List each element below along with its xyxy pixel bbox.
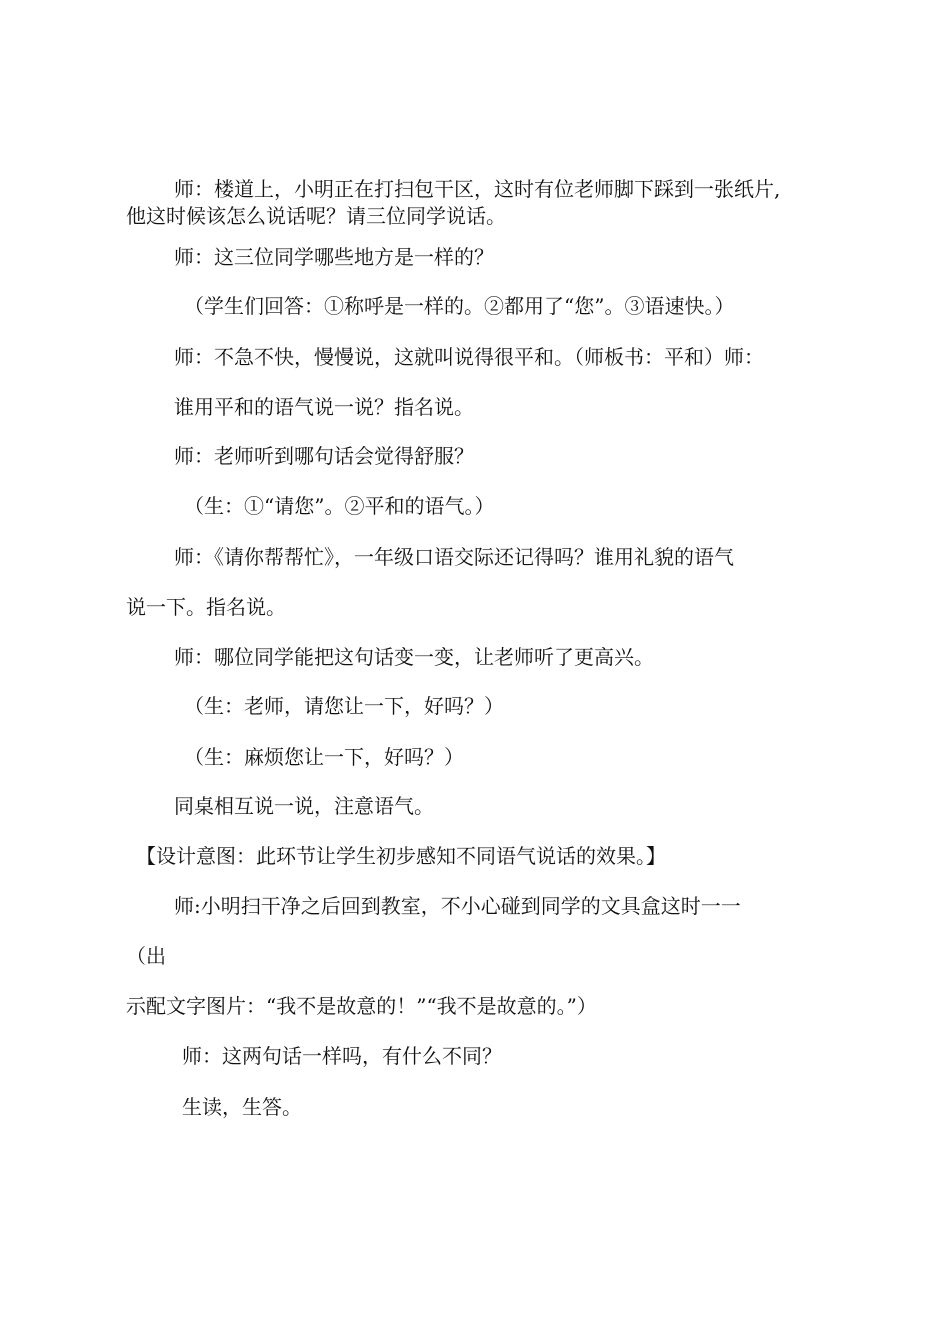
paragraph-17: 示配文字图片：“我不是故意的！”“我不是故意的。”） [126,994,597,1018]
paragraph-8: 师：《请你帮帮忙》，一年级口语交际还记得吗？谁用礼貌的语气 [174,545,734,569]
paragraph-5: 谁用平和的语气说一说？指名说。 [174,395,474,419]
paragraph-15: 师:小明扫干净之后回到教室，不小心碰到同学的文具盒这时一一 [174,894,741,918]
paragraph-1: 师：楼道上，小明正在打扫包干区，这时有位老师脚下踩到一张纸片,他这时候该怎么说话呢？请三位同学说话。 [126,177,781,228]
paragraph-12: （生：麻烦您让一下，好吗？） [184,745,464,769]
paragraph-18: 师：这两句话一样吗，有什么不同？ [182,1044,502,1068]
paragraph-14: 【设计意图：此环节让学生初步感知不同语气说话的效果。】 [136,844,666,868]
paragraph-13: 同桌相互说一说，注意语气。 [174,794,434,818]
paragraph-11: （生：老师，请您让一下，好吗？） [184,694,504,718]
paragraph-6: 师：老师听到哪句话会觉得舒服？ [174,444,474,468]
paragraph-4: 师：不急不快，慢慢说，这就叫说得很平和。（师板书：平和）师： [174,345,764,369]
paragraph-10: 师：哪位同学能把这句话变一变，让老师听了更高兴。 [174,645,654,669]
paragraph-2: 师：这三位同学哪些地方是一样的？ [174,245,494,269]
paragraph-9: 说一下。指名说。 [126,595,286,619]
paragraph-16: （出 [126,944,166,968]
paragraph-19: 生读，生答。 [182,1095,302,1119]
paragraph-3: （学生们回答：①称呼是一样的。②都用了“您”。③语速快。） [184,294,735,318]
paragraph-7: （生：①“请您”。②平和的语气。） [184,494,495,518]
